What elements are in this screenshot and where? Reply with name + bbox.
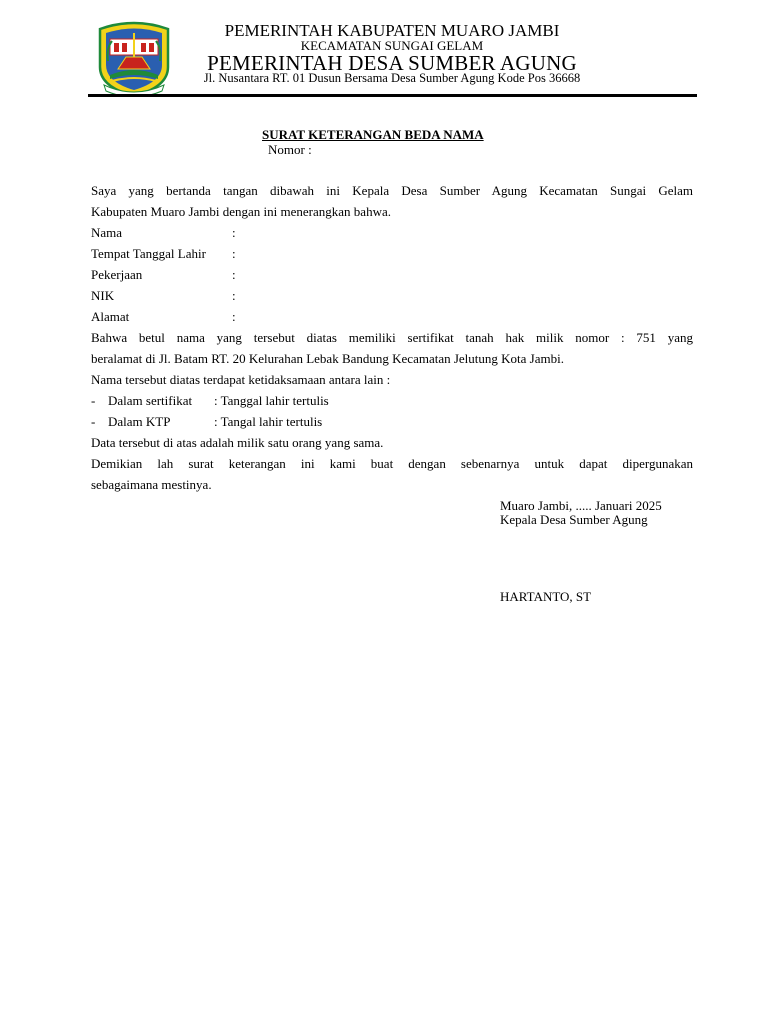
signatory-name: HARTANTO, ST: [500, 589, 592, 604]
statement-line-2: beralamat di Jl. Batam RT. 20 Kelurahan Lebak Bandung Kecamatan Jelutung Kota Jambi.: [91, 351, 564, 366]
discrepancy-value-ktp: : Tangal lahir tertulis: [214, 414, 323, 429]
field-colon: :: [232, 309, 236, 324]
field-label-alamat: Alamat: [91, 309, 130, 324]
letterhead-village: PEMERINTAH DESA SUMBER AGUNG: [207, 51, 577, 75]
list-bullet: -: [91, 393, 96, 408]
discrepancy-label-ktp: Dalam KTP: [108, 414, 171, 429]
signature-position: Kepala Desa Sumber Agung: [500, 512, 648, 527]
field-colon: :: [232, 246, 236, 261]
list-bullet: -: [91, 414, 96, 429]
intro-line-1: Saya yang bertanda tangan dibawah ini Kepala Desa Sumber Agung Kecamatan Sungai Gelam: [91, 183, 693, 198]
letterhead-address: Jl. Nusantara RT. 01 Dusun Bersama Desa Sumber Agung Kode Pos 36668: [203, 71, 581, 85]
field-label-nama: Nama: [91, 225, 123, 240]
same-person-statement: Data tersebut di atas adalah milik satu orang yang sama.: [91, 435, 384, 450]
statement-line-1: Bahwa betul nama yang tersebut diatas memiliki sertifikat tanah hak milik nomor : 751 yang: [91, 330, 693, 345]
intro-line-2: Kabupaten Muaro Jambi dengan ini menerangkan bahwa.: [91, 204, 391, 219]
field-colon: :: [232, 267, 236, 282]
regency-emblem-icon: [96, 19, 172, 97]
closing-line-2: sebagaimana mestinya.: [91, 477, 212, 492]
letterhead-regency: PEMERINTAH KABUPATEN MUARO JAMBI: [224, 21, 560, 40]
discrepancy-label-certificate: Dalam sertifikat: [108, 393, 193, 408]
letterhead-divider: [88, 94, 697, 97]
field-colon: :: [232, 225, 236, 240]
discrepancy-intro: Nama tersebut diatas terdapat ketidaksamaan antara lain :: [91, 372, 391, 387]
document-number: Nomor :: [268, 142, 312, 157]
signature-place-date: Muaro Jambi, ..... Januari 2025: [500, 498, 662, 513]
discrepancy-value-certificate: : Tanggal lahir tertulis: [214, 393, 329, 408]
field-label-ttl: Tempat Tanggal Lahir: [91, 246, 206, 261]
field-colon: :: [232, 288, 236, 303]
document-title: SURAT KETERANGAN BEDA NAMA: [262, 127, 484, 142]
letterhead-district: KECAMATAN SUNGAI GELAM: [300, 38, 484, 53]
field-label-nik: NIK: [91, 288, 115, 303]
closing-line-1: Demikian lah surat keterangan ini kami buat dengan sebenarnya untuk dapat dipergunakan: [91, 456, 693, 471]
field-label-pekerjaan: Pekerjaan: [91, 267, 143, 282]
